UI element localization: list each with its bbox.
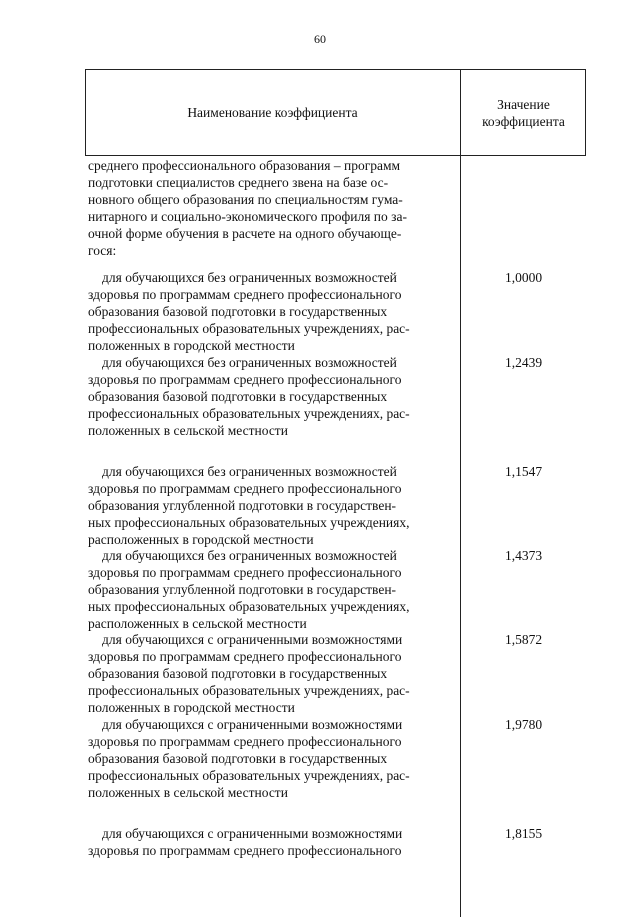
intro-line: нитарного и социально-экономического профиля по за- bbox=[88, 209, 407, 224]
row-line: профессиональных образовательных учреждениях, рас- bbox=[88, 768, 410, 783]
row-line: для обучающихся с ограниченными возможностями bbox=[102, 717, 403, 732]
table-row bbox=[88, 354, 452, 439]
table-row bbox=[88, 463, 452, 548]
table-row bbox=[88, 631, 452, 716]
row-line: образования базовой подготовки в государственных bbox=[88, 304, 388, 319]
coefficient-value: 1,2439 bbox=[504, 355, 543, 370]
row-line: положенных в городской местности bbox=[88, 700, 295, 715]
row-line: для обучающихся без ограниченных возможностей bbox=[102, 270, 397, 285]
row-line: образования базовой подготовки в государственных bbox=[88, 389, 388, 404]
coefficient-value: 1,1547 bbox=[504, 464, 543, 479]
row-line: положенных в сельской местности bbox=[88, 423, 288, 438]
row-line: образования базовой подготовки в государственных bbox=[88, 751, 388, 766]
row-line: здоровья по программам среднего профессионального bbox=[88, 287, 402, 302]
row-line: ных профессиональных образовательных учреждениях, bbox=[88, 515, 410, 530]
table-row bbox=[88, 825, 452, 859]
row-line: образования углубленной подготовки в государствен- bbox=[88, 498, 397, 513]
row-line: расположенных в городской местности bbox=[88, 532, 314, 547]
intro-line: подготовки специалистов среднего звена на базе ос- bbox=[88, 175, 389, 190]
coefficient-value: 1,8155 bbox=[504, 826, 543, 841]
intro-line: очной форме обучения в расчете на одного обучающе- bbox=[88, 226, 402, 241]
row-line: положенных в сельской местности bbox=[88, 785, 288, 800]
row-line: профессиональных образовательных учреждениях, рас- bbox=[88, 321, 410, 336]
row-line: здоровья по программам среднего профессионального bbox=[88, 649, 402, 664]
row-line: для обучающихся с ограниченными возможностями bbox=[102, 826, 403, 841]
table-row bbox=[88, 547, 452, 632]
intro-line: новного общего образования по специальностям гума- bbox=[88, 192, 403, 207]
row-line: для обучающихся без ограниченных возможностей bbox=[102, 355, 397, 370]
row-line: ных профессиональных образовательных учреждениях, bbox=[88, 599, 410, 614]
row-line: здоровья по программам среднего профессионального bbox=[88, 565, 402, 580]
header-value-line-2: коэффициента bbox=[482, 113, 565, 129]
row-line: для обучающихся с ограниченными возможностями bbox=[102, 632, 403, 647]
row-line: профессиональных образовательных учреждениях, рас- bbox=[88, 683, 410, 698]
row-line: положенных в городской местности bbox=[88, 338, 295, 353]
intro-text bbox=[88, 157, 452, 259]
table-row bbox=[88, 716, 452, 801]
header-name-column: Наименование коэффициента bbox=[187, 104, 358, 120]
intro-line: среднего профессионального образования – программ bbox=[88, 158, 401, 173]
header-value-column bbox=[461, 69, 586, 156]
header-value-line-1: Значение bbox=[497, 96, 550, 112]
table-row bbox=[88, 269, 452, 354]
page-number: 60 bbox=[314, 32, 326, 46]
row-line: здоровья по программам среднего профессионального bbox=[88, 843, 402, 858]
row-line: расположенных в сельской местности bbox=[88, 616, 307, 631]
row-line: здоровья по программам среднего профессионального bbox=[88, 734, 402, 749]
row-line: профессиональных образовательных учреждениях, рас- bbox=[88, 406, 410, 421]
row-line: образования углубленной подготовки в государствен- bbox=[88, 582, 397, 597]
intro-line: гося: bbox=[88, 243, 117, 258]
coefficient-value: 1,5872 bbox=[504, 632, 543, 647]
row-line: для обучающихся без ограниченных возможностей bbox=[102, 464, 397, 479]
coefficient-value: 1,0000 bbox=[504, 270, 543, 285]
coefficient-value: 1,9780 bbox=[504, 717, 543, 732]
row-line: образования базовой подготовки в государственных bbox=[88, 666, 388, 681]
column-divider bbox=[460, 69, 461, 917]
row-line: здоровья по программам среднего профессионального bbox=[88, 481, 402, 496]
row-line: для обучающихся без ограниченных возможностей bbox=[102, 548, 397, 563]
coefficient-value: 1,4373 bbox=[504, 548, 543, 563]
row-line: здоровья по программам среднего профессионального bbox=[88, 372, 402, 387]
